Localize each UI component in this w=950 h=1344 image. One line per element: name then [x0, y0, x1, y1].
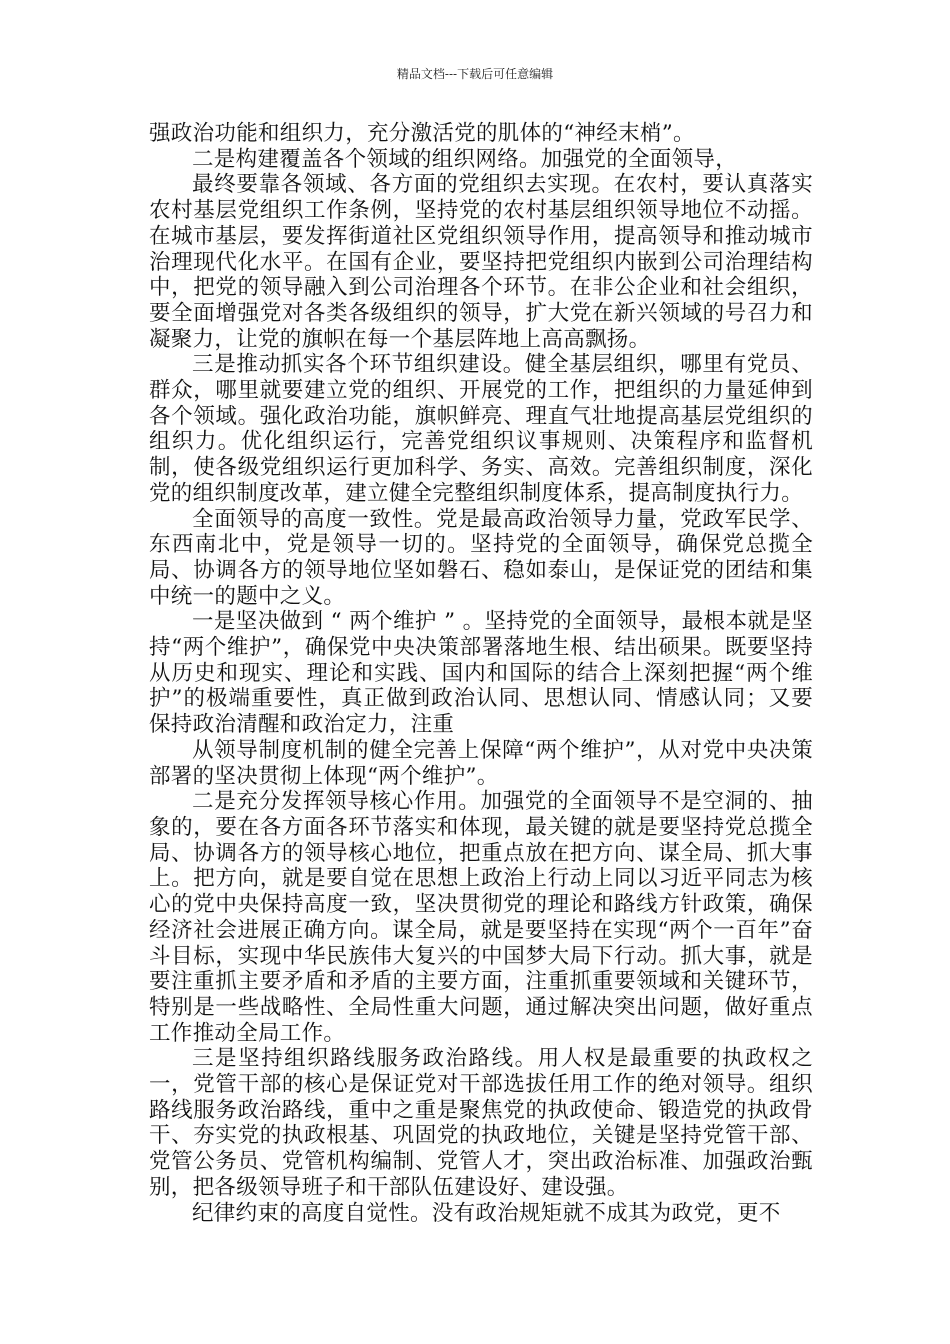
paragraph: 全面领导的高度一致性。党是最高政治领导力量，党政军民学、东西南北中，党是领导一切的。坚持党的全面领导，确保党总揽全局、协调各方的领导地位坚如磐石、稳如泰山，是保证党的团结和集中统一的题中之义。 [149, 506, 813, 609]
paragraph: 三是坚持组织路线服务政治路线。用人权是最重要的执政权之一，党管干部的核心是保证党对干部选拔任用工作的绝对领导。组织路线服务政治路线，重中之重是聚焦党的执政使命、锻造党的执政骨干、夯实党的执政根基、巩固党的执政地位，关键是坚持党管干部、党管公务员、党管机构编制、党管人才，突出政治标准、加强政治甄别，把各级领导班子和干部队伍建设好、建设强。 [149, 1046, 813, 1200]
paragraph: 强政治功能和组织力，充分激活党的肌体的“神经末梢”。 [149, 121, 695, 146]
paragraph: 二是构建覆盖各个领域的组织网络。加强党的全面领导， [192, 146, 738, 172]
document-body [149, 121, 813, 1226]
paragraph: 纪律约束的高度自觉性。没有政治规矩就不成其为政党，更不 [192, 1200, 781, 1226]
page-header: 精品文档---下载后可任意编辑 [396, 67, 554, 81]
paragraph: 三是推动抓实各个环节组织建设。健全基层组织，哪里有党员、群众，哪里就要建立党的组织、开展党的工作，把组织的力量延伸到各个领域。强化政治功能，旗帜鲜亮、理直气壮地提高基层党组织的组织力。优化组织运行，完善党组织议事规则、决策程序和监督机制，使各级党组织运行更加科学、务实、高效。完善组织制度，深化党的组织制度改革，建立健全完整组织制度体系，提高制度执行力。 [149, 352, 813, 506]
paragraph: 一是坚决做到 “ 两个维护 ” 。坚持党的全面领导，最根本就是坚持“两个维护”，确保党中央决策部署落地生根、结出硕果。既要坚持从历史和现实、理论和实践、国内和国际的结合上深刻把握“两个维护”的极端重要性，真正做到政治认同、思想认同、情感认同；又要保持政治清醒和政治定力，注重 [149, 609, 813, 738]
paragraph: 最终要靠各领域、各方面的党组织去实现。在农村，要认真落实农村基层党组织工作条例，坚持党的农村基层组织领导地位不动摇。在城市基层，要发挥街道社区党组织领导作用，提高领导和推动城市治理现代化水平。在国有企业，要坚持把党组织内嵌到公司治理结构中，把党的领导融入到公司治理各个环节。在非公企业和社会组织，要全面增强党对各类各级组织的领导，扩大党在新兴领域的号召力和凝聚力，让党的旗帜在每一个基层阵地上高高飘扬。 [149, 172, 813, 352]
paragraph: 二是充分发挥领导核心作用。加强党的全面领导不是空洞的、抽象的，要在各方面各环节落实和体现，最关键的就是要坚持党总揽全局、协调各方的领导核心地位，把重点放在把方向、谋全局、抓大事上。把方向，就是要自觉在思想上政治上行动上同以习近平同志为核心的党中央保持高度一致，坚决贯彻党的理论和路线方针政策，确保经济社会进展正确方向。谋全局，就是要坚持在实现“两个一百年”奋斗目标，实现中华民族伟大复兴的中国梦大局下行动。抓大事，就是要注重抓主要矛盾和矛盾的主要方面，注重抓重要领域和关键环节，特别是一些战略性、全局性重大问题，通过解决突出问题，做好重点工作推动全局工作。 [149, 789, 813, 1046]
paragraph: 从领导制度机制的健全完善上保障“两个维护”，从对党中央决策部署的坚决贯彻上体现“两个维护”。 [149, 737, 813, 789]
